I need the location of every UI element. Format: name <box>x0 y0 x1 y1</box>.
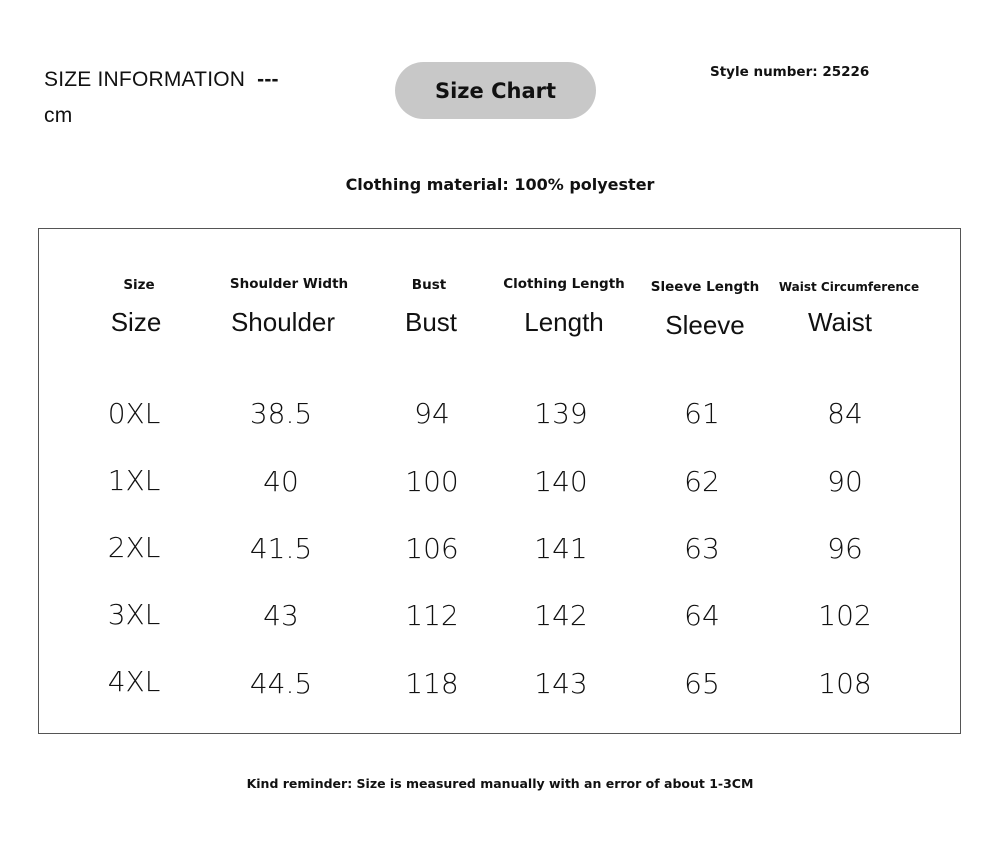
size-information-heading <box>44 62 344 134</box>
table-cell-bust: 100 <box>405 465 459 498</box>
table-cell-size: 3XL <box>107 598 161 631</box>
table-cell-bust: 112 <box>405 599 459 632</box>
unit-label: cm <box>44 104 73 127</box>
table-cell-bust: 106 <box>405 532 459 565</box>
size-information-dash: --- <box>257 68 279 91</box>
table-cell-waist: 108 <box>818 667 872 700</box>
table-cell-bust: 94 <box>414 397 450 430</box>
table-cell-waist: 90 <box>827 465 863 498</box>
header-waist-short: Waist <box>807 307 873 337</box>
clothing-material: Clothing material: 100% polyester <box>345 175 655 194</box>
size-information-label: SIZE INFORMATION <box>44 68 246 91</box>
table-cell-length: 141 <box>534 532 588 565</box>
table-cell-sleeve: 64 <box>684 599 720 632</box>
table-cell-shoulder: 41.5 <box>249 532 313 565</box>
header-sleeve-label: Sleeve Length <box>650 279 760 295</box>
table-cell-waist: 96 <box>827 532 863 565</box>
header-length-short: Length <box>524 307 604 337</box>
header-bust-label: Bust <box>411 277 447 293</box>
header-size-short: Size <box>110 307 162 337</box>
size-chart-badge <box>395 62 596 119</box>
header-size-label: Size <box>123 277 155 293</box>
table-cell-sleeve: 61 <box>684 397 720 430</box>
table-cell-shoulder: 38.5 <box>249 397 313 430</box>
table-cell-length: 142 <box>534 599 588 632</box>
table-cell-length: 139 <box>534 397 588 430</box>
table-cell-length: 143 <box>534 667 588 700</box>
table-cell-size: 2XL <box>107 531 161 564</box>
table-cell-sleeve: 63 <box>684 532 720 565</box>
header-waist-label: Waist Circumference <box>778 280 920 294</box>
table-cell-length: 140 <box>534 465 588 498</box>
header-sleeve-short: Sleeve <box>665 310 745 340</box>
header-shoulder-label: Shoulder Width <box>229 276 349 292</box>
table-cell-sleeve: 62 <box>684 465 720 498</box>
size-table <box>38 228 961 734</box>
table-cell-shoulder: 44.5 <box>249 667 313 700</box>
table-cell-size: 1XL <box>107 464 161 497</box>
table-cell-size: 4XL <box>107 665 161 698</box>
header-shoulder-short: Shoulder <box>230 307 336 337</box>
table-cell-size: 0XL <box>107 397 161 430</box>
table-cell-sleeve: 65 <box>684 667 720 700</box>
header-length-label: Clothing Length <box>503 276 625 292</box>
table-cell-waist: 102 <box>818 599 872 632</box>
kind-reminder: Kind reminder: Size is measured manually with an error of about 1-3CM <box>246 776 754 791</box>
table-cell-waist: 84 <box>827 397 863 430</box>
table-cell-shoulder: 43 <box>263 599 299 632</box>
table-cell-shoulder: 40 <box>263 465 299 498</box>
style-number: Style number: 25226 <box>710 64 870 80</box>
size-chart-label: Size Chart <box>434 78 557 103</box>
table-cell-bust: 118 <box>405 667 459 700</box>
header-bust-short: Bust <box>404 307 458 337</box>
